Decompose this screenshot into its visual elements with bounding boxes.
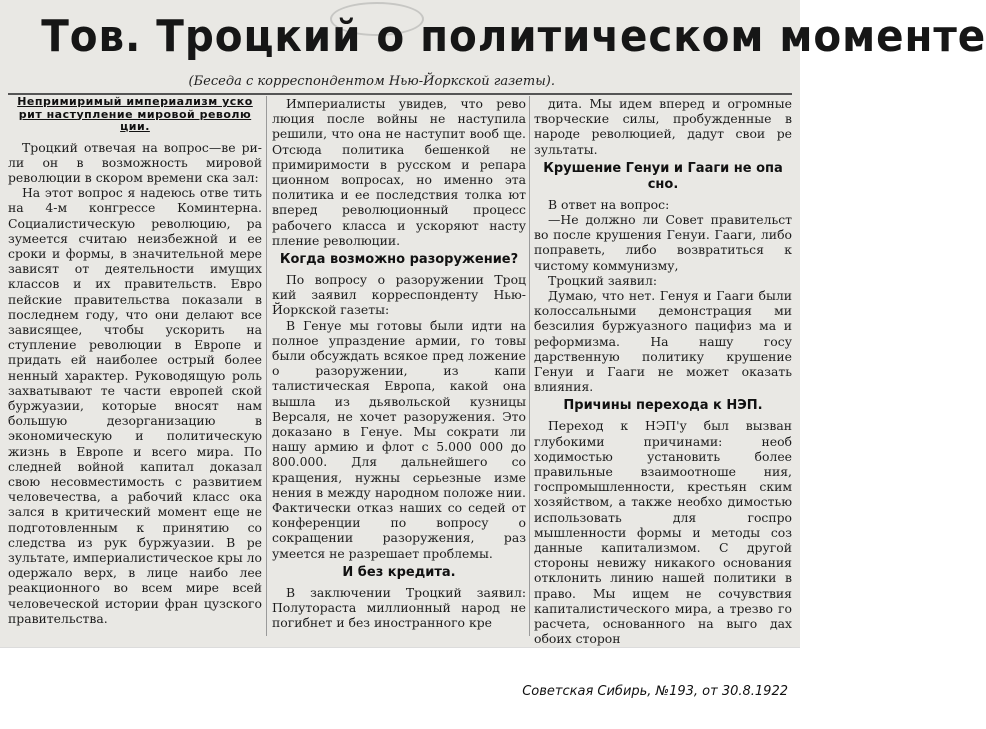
paragraph: Империалисты увидев, что рево люция после войны не наступила решили, что она не наступит вооб ще. Отсюда политика бешенкой не примиримости в русском и репара ционном вопросах, но именно эта политика и ее последствия толка ют вперед революционный процесс рабочего класса и ускоряют насту пление революции.	[272, 96, 526, 248]
paragraph: По вопросу о разоружении Троц кий заявил корреспонденту Нью-Йоркской газеты:	[272, 272, 526, 318]
paragraph: Думаю, что нет. Генуя и Гааги были колоссальными демонстрация ми безсилия буржуазного пацифиз ма и реформизма. На нашу госу дарственную политику крушение Генуи и Гааги не может оказать влияния.	[534, 288, 792, 395]
section-head-nep: Причины перехода к НЭП.	[563, 398, 763, 414]
section-head-imperialism: Непримиримый империализм уско рит наступление мировой револю ции.	[17, 95, 253, 133]
paragraph: Переход к НЭП'у был вызван глубокими причинами: необ ходимостью установить более правильные взаимоотноше ния, госпромышленности, крестьян ским хозяйством, а также необхо димостью использовать для госпро мышленности формы и методы соз данные капитализмом. С другой стороны невижу никакого основания отклонить линию нашей политики в право. Мы ищем не сочувствия капиталистического мира, а трезво го расчета, основанного на выго дах обоих сторон	[534, 418, 792, 647]
paragraph: Троцкий заявил:	[548, 272, 658, 288]
paragraph: дита. Мы идем вперед и огромные творческие силы, пробужденные в народе революцией, дадут свои ре зультаты.	[534, 96, 792, 157]
section-head-disarmament: Когда возможно разоружение?	[279, 252, 519, 268]
column-3	[534, 96, 792, 647]
headline: Тов. Троцкий о политическом моменте	[41, 11, 986, 62]
paragraph: Троцкий отвечая на вопрос—ве ри-ли он в возможность мировой революции в скором времени ска зал:	[8, 139, 262, 185]
clipping-edge	[0, 647, 800, 648]
column-divider-1	[266, 96, 267, 636]
source-caption: Советская Сибирь, №193, от 30.8.1922	[522, 684, 788, 699]
paragraph: На этот вопрос я надеюсь отве тить на 4-м конгрессе Коминтерна. Социалистическую революцию, ра зумеется считаю неизбежной и ее сроки и формы, в значительной мере зависят от деятельности имущих классов и их правительств. Евро пейские правительства показали в последнем году, что они делают все зависящее, чтобы ускорить на ступление революции в Европе и придать ей наиболее острый более ненный характер. Руководящую роль захватывают те части европей ской буржуазии, которые вносят нам большую дезорганизацию в экономическую и политическую жизнь в Европе и всего мира. По следней войной капитал доказал свою несовместимость с развитием человечества, а рабочий класс ока зался в критический момент еще не подготовленным к принятию со следства из рук буржуазии. В ре зультате, империалистическое кры ло одержало верх, в лице наибо лее реакционного во всем мире всей человеческой истории фран цузского правительства.	[8, 185, 262, 626]
subheadline: (Беседа с корреспондентом Нью-Йоркской газеты).	[188, 74, 555, 89]
paragraph: В заключении Троцкий заявил: Полутораста миллионный народ не погибнет и без иностранного кре	[272, 584, 526, 631]
column-2	[272, 96, 526, 636]
column-1	[8, 96, 262, 636]
section-head-credit: И без кредита.	[342, 564, 456, 580]
column-divider-2	[529, 96, 530, 636]
paragraph: —Не должно ли Совет правительст во после крушения Генуи. Гааги, либо поправеть, либо возвратиться к чистому коммунизму,	[534, 212, 792, 273]
paragraph: В ответ на вопрос:	[548, 196, 670, 212]
paragraph: В Генуе мы готовы были идти на полное упраздение армии, го товы были обсуждать всякое пред ложение о разоружении, из капи талистическая Европа, какой она вышла из дьявольской кузницы Версаля, не хочет разоружения. Это доказано в Генуе. Мы сократи ли нашу армию и флот с 5.000 000 до 800.000. Для дальнейшего со кращения, нужны серьезные изме нения в между народном положе нии. Фактически отказ наших со седей от конференции по вопросу о сокращении разоружения, раз умеется не разрешает проблемы.	[272, 317, 526, 561]
section-head-genoa-hague: Крушение Генуи и Гааги не опа сно.	[543, 160, 783, 192]
